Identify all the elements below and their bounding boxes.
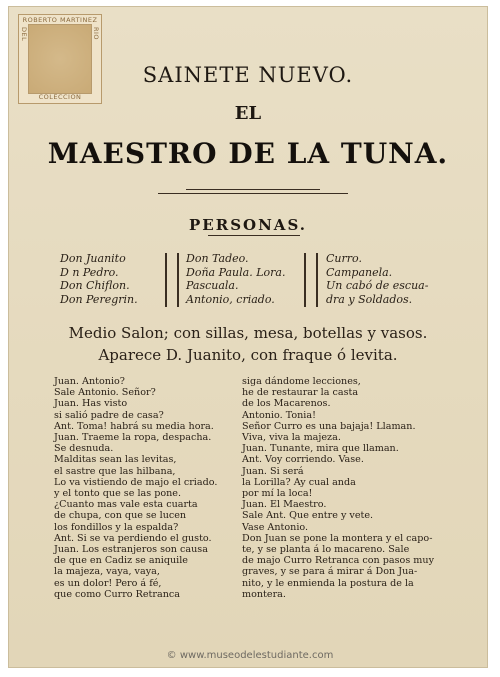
cast-name: Curro. — [326, 252, 362, 265]
dialogue-line: te, y se planta á lo macareno. Sale — [242, 544, 410, 556]
cast-column-3 — [326, 252, 428, 306]
cast-name: Antonio, criado. — [186, 292, 275, 306]
dialogue-line: Vase Antonio. — [242, 521, 309, 533]
cast-column-2 — [186, 252, 285, 306]
dialogue-line: la Lorilla? Ay cual anda — [242, 476, 356, 488]
cast-name: Campanela. — [326, 265, 393, 279]
dialogue-line: Juan. Si será — [242, 465, 304, 477]
brace-ornament — [165, 253, 179, 307]
dialogue-line: el sastre que las hilbana, — [54, 465, 176, 477]
dialogue-line: si salió padre de casa? — [54, 409, 164, 421]
dialogue-column-left — [54, 376, 217, 600]
dialogue-line: Juan. Los estranjeros son causa — [54, 544, 208, 556]
title-el: EL — [234, 103, 262, 124]
dialogue-line: graves, y se para á mirar á Don Jua- — [242, 566, 418, 578]
dialogue-line: de chupa, con que se lucen — [54, 510, 187, 522]
stamp-left-text: DEL — [20, 27, 28, 42]
divider — [158, 193, 348, 194]
cast-name: D n Pedro. — [60, 265, 119, 279]
dialogue-line: Antonio. Tonia! — [242, 409, 316, 421]
cast-name: Doña Paula. Lora. — [186, 265, 286, 279]
dialogue-line: los fondillos y la espalda? — [54, 521, 179, 533]
dialogue-line: la majeza, vaya, vaya, — [54, 566, 160, 578]
dialogue-line: de que en Cadiz se aniquile — [54, 555, 188, 567]
dialogue-line: Juan. Tunante, mira que llaman. — [242, 443, 399, 455]
cast-column-1 — [60, 252, 138, 306]
dialogue-line: Señor Curro es una bajaja! Llaman. — [242, 420, 416, 432]
dialogue-line: he de restaurar la casta — [242, 387, 359, 399]
dialogue-line: Don Juan se pone la montera y el capo- — [242, 532, 433, 544]
dialogue-line: ¿Cuanto mas vale esta cuarta — [54, 499, 198, 511]
dialogue-column-right — [242, 376, 434, 600]
personas-heading: PERSONAS. — [189, 216, 307, 234]
stamp-top-text: ROBERTO MARTINEZ — [22, 16, 98, 24]
dialogue-line: nito, y le enmienda la postura de la — [242, 577, 414, 589]
dialogue-line: Juan. Antonio? — [54, 376, 125, 387]
cast-name: Don Peregrin. — [60, 292, 138, 306]
stamp-right-text: RIO — [92, 27, 100, 41]
dialogue-line: siga dándome lecciones, — [242, 376, 361, 387]
document-page — [8, 6, 488, 668]
brace-ornament — [304, 253, 318, 307]
divider — [186, 189, 320, 190]
dialogue-line: de los Macarenos. — [242, 398, 331, 410]
dialogue-line: de majo Curro Retranca con pasos muy — [242, 555, 434, 567]
dialogue-line: Se desnuda. — [54, 443, 114, 455]
cast-name: Don Chiflon. — [60, 279, 130, 292]
copyright-watermark: © www.museodelestudiante.com — [166, 650, 334, 661]
dialogue-line: es un dolor! Pero á fé, — [54, 577, 162, 589]
dialogue-line: Juan. Has visto — [54, 398, 128, 410]
collection-stamp — [18, 14, 102, 104]
cast-name: Don Juanito — [60, 252, 126, 265]
dialogue-line: Ant. Si se va perdiendo el gusto. — [54, 532, 212, 544]
dialogue-line: por mí la loca! — [242, 488, 313, 500]
dialogue-line: Malditas sean las levitas, — [54, 454, 177, 466]
cast-name: dra y Soldados. — [326, 292, 413, 306]
dialogue-line: Viva, viva la majeza. — [242, 432, 341, 444]
cast-name: Un cabó de escua- — [326, 279, 429, 292]
dialogue-line: Juan. Traeme la ropa, despacha. — [54, 432, 212, 444]
cast-name: Pascuala. — [186, 279, 239, 292]
scene-description: Aparece D. Juanito, con fraque ó levita. — [98, 346, 398, 364]
dialogue-line: Ant. Voy corriendo. Vase. — [242, 454, 364, 466]
dialogue-line: Sale Antonio. Señor? — [54, 387, 156, 399]
dialogue-line: Sale Ant. Que entre y vete. — [242, 510, 374, 522]
title-main: MAESTRO DE LA TUNA. — [47, 137, 449, 170]
dialogue-line: Lo va vistiendo de majo el criado. — [54, 476, 218, 488]
dialogue-line: montera. — [242, 588, 286, 600]
divider — [208, 235, 300, 236]
stamp-bottom-text: COLECCION — [38, 93, 82, 101]
cast-name: Don Tadeo. — [186, 252, 249, 265]
dialogue-line: y el tonto que se las pone. — [54, 488, 182, 500]
title-sainete: SAINETE NUEVO. — [142, 63, 354, 87]
dialogue-line: Juan. El Maestro. — [242, 499, 327, 511]
dialogue-line: Ant. Toma! habrá su media hora. — [54, 420, 214, 432]
dialogue-line: que como Curro Retranca — [54, 588, 180, 600]
scene-description: Medio Salon; con sillas, mesa, botellas y vasos. — [68, 324, 428, 342]
